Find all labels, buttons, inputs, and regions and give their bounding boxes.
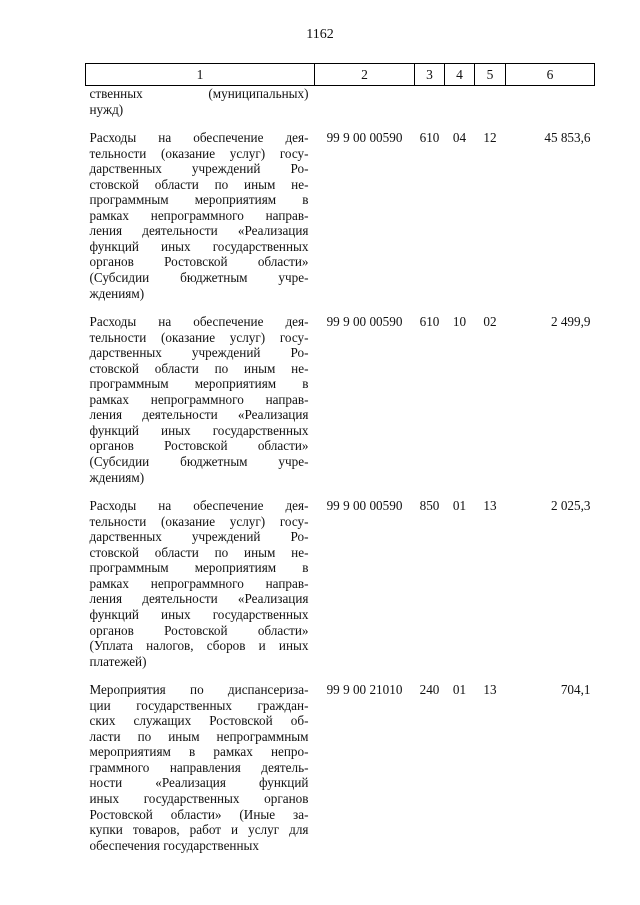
column-header-6: 6 xyxy=(506,64,595,86)
budget-classification-code: 99 9 00 00590 xyxy=(326,130,403,146)
description-line: ления деятельности «Реализация xyxy=(89,591,309,607)
description-line: обеспечения государственных xyxy=(89,837,259,853)
description-line: тельности (оказание услуг) госу- xyxy=(89,145,309,161)
expense-type-code: 610 xyxy=(419,130,440,146)
section-code: 01 xyxy=(452,682,467,698)
amount-value: 2 025,3 xyxy=(550,498,591,514)
subsection-code: 02 xyxy=(483,314,497,330)
budget-classification-code: 99 9 00 00590 xyxy=(326,498,403,514)
column-header-2: 2 xyxy=(315,64,415,86)
description-line: ления деятельности «Реализация xyxy=(89,407,309,423)
description-line: органов Ростовской области» xyxy=(89,254,309,270)
description-line: граммного направления деятель- xyxy=(89,759,309,775)
budget-table xyxy=(85,63,595,853)
budget-classification-code: 99 9 00 00590 xyxy=(326,314,403,330)
description-line: Расходы на обеспечение дея- xyxy=(89,314,309,330)
subsection-code: 12 xyxy=(483,130,497,146)
description-line: дарственных учреждений Ро- xyxy=(89,529,309,545)
description-line: Расходы на обеспечение дея- xyxy=(89,498,309,514)
description-line: купки товаров, работ и услуг для xyxy=(89,822,309,838)
section-code: 10 xyxy=(452,314,467,330)
description-line: программным мероприятиям в xyxy=(89,192,309,208)
description-line: стовской области по иным не- xyxy=(89,176,309,192)
column-header-1: 1 xyxy=(86,64,315,86)
description-line: программным мероприятиям в xyxy=(89,560,309,576)
column-header-4: 4 xyxy=(445,64,475,86)
description-line: ления деятельности «Реализация xyxy=(89,223,309,239)
expense-type-code: 850 xyxy=(419,498,440,514)
expense-type-code: 240 xyxy=(419,682,440,698)
description-line: платежей) xyxy=(89,653,147,669)
description-line: иных государственных органов xyxy=(89,790,309,806)
column-header-5: 5 xyxy=(475,64,506,86)
description-line: органов Ростовской области» xyxy=(89,438,309,454)
amount-value: 45 853,6 xyxy=(544,130,591,146)
subsection-code: 13 xyxy=(483,498,497,514)
description-line: ции государственных граждан- xyxy=(89,697,309,713)
column-header-3: 3 xyxy=(415,64,445,86)
continuation-row xyxy=(86,86,595,118)
description-line: (Субсидии бюджетным учре- xyxy=(89,270,309,286)
description-line: функций иных государственных xyxy=(89,606,309,622)
section-code: 01 xyxy=(452,498,467,514)
description-line: рамках непрограммного направ- xyxy=(89,207,309,223)
description-line: нужд) xyxy=(89,101,124,117)
description-line: ласти по иным непрограммным xyxy=(89,728,309,744)
amount-value: 704,1 xyxy=(560,682,591,698)
description-line: функций иных государственных xyxy=(89,238,309,254)
description-line: (Субсидии бюджетным учре- xyxy=(89,454,309,470)
description-line: ждениям) xyxy=(89,469,145,485)
description-line: ственных (муниципальных) xyxy=(89,86,309,101)
table-row xyxy=(86,485,595,669)
table-header-row xyxy=(86,64,595,86)
table-row xyxy=(86,117,595,301)
description-line: стовской области по иным не- xyxy=(89,544,309,560)
description-line: рамках непрограммного направ- xyxy=(89,391,309,407)
subsection-code: 13 xyxy=(483,682,497,698)
expense-type-code: 610 xyxy=(419,314,440,330)
description-line: мероприятиям в рамках непро- xyxy=(89,744,309,760)
section-code: 04 xyxy=(452,130,467,146)
description-line: ждениям) xyxy=(89,285,145,301)
description-line: программным мероприятиям в xyxy=(89,376,309,392)
page-number: 1162 xyxy=(306,27,334,42)
amount-value: 2 499,9 xyxy=(550,314,591,330)
description-line: дарственных учреждений Ро- xyxy=(89,161,309,177)
row-description xyxy=(86,301,315,485)
description-line: рамках непрограммного направ- xyxy=(89,575,309,591)
description-line: ских служащих Ростовской об- xyxy=(89,713,309,729)
description-line: органов Ростовской области» xyxy=(89,622,309,638)
description-line: функций иных государственных xyxy=(89,422,309,438)
description-line: Ростовской области» (Иные за- xyxy=(89,806,309,822)
budget-classification-code: 99 9 00 21010 xyxy=(326,682,403,698)
description-line: Мероприятия по диспансеризa- xyxy=(89,682,309,698)
continuation-description xyxy=(86,86,315,118)
table-row xyxy=(86,301,595,485)
description-line: Расходы на обеспечение дея- xyxy=(89,130,309,146)
row-description xyxy=(86,485,315,669)
description-line: тельности (оказание услуг) госу- xyxy=(89,513,309,529)
table-row xyxy=(86,669,595,853)
row-description xyxy=(86,117,315,301)
description-line: (Уплата налогов, сборов и иных xyxy=(89,638,309,654)
description-line: стовской области по иным не- xyxy=(89,360,309,376)
description-line: дарственных учреждений Ро- xyxy=(89,345,309,361)
row-description xyxy=(86,669,315,853)
description-line: тельности (оказание услуг) госу- xyxy=(89,329,309,345)
description-line: ности «Реализация функций xyxy=(89,775,309,791)
